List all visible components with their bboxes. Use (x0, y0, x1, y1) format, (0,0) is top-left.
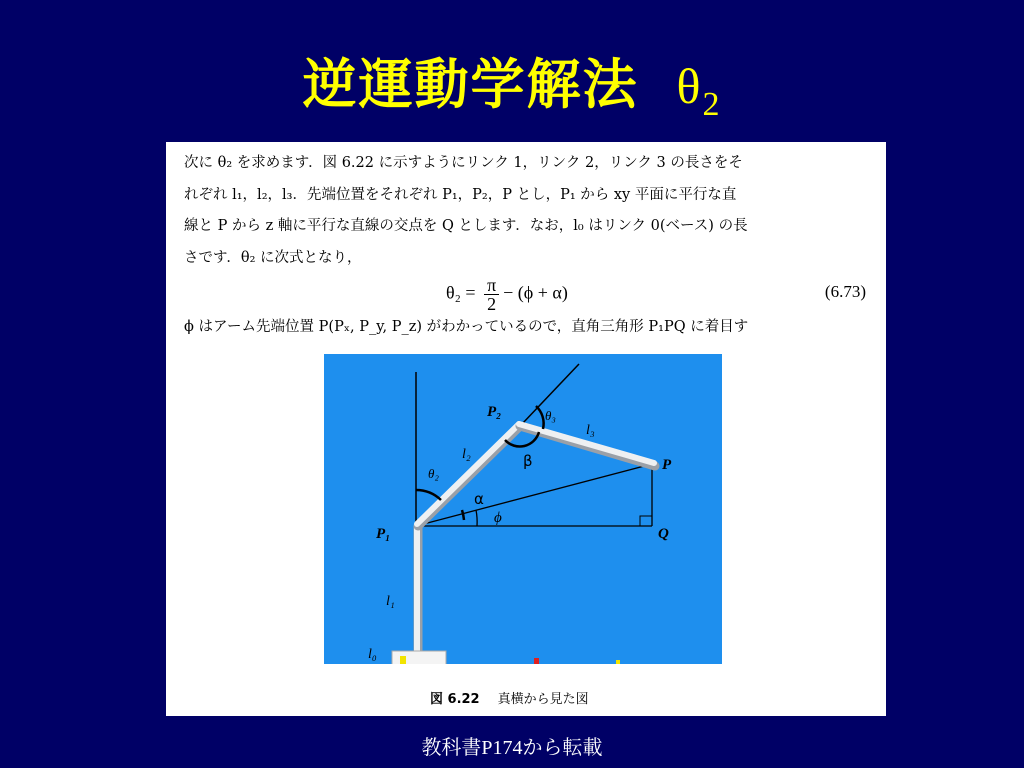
text-line-2: れぞれ l₁，l₂，l₃．先端位置をそれぞれ P₁，P₂，P とし，P₁ から xy 平面に平行な直 (184, 186, 737, 203)
equation-rhs: − (ϕ + α) (503, 282, 568, 303)
alpha-arc (462, 510, 464, 520)
robot-arm-diagram (324, 354, 722, 664)
floor-marker-red (534, 658, 539, 664)
equation-row (184, 274, 866, 312)
fraction-numerator: π (484, 276, 499, 295)
title-theta: $\theta_2$ (676, 58, 722, 123)
label-p2: P₂ (487, 404, 502, 420)
theta3-arc (536, 406, 544, 429)
label-theta3: θ₃ (545, 408, 556, 423)
label-q: Q (658, 526, 669, 542)
label-p1: P₁ (376, 526, 391, 542)
slide-title (0, 42, 1024, 124)
text-line-3: 線と P から z 軸に平行な直線の交点を Q とします．なお，l₀ はリンク 0(ベース) の長 (184, 218, 748, 234)
label-p: P (662, 457, 672, 473)
textbook-excerpt (166, 142, 886, 716)
label-l3: l₃ (586, 423, 595, 438)
equation (446, 276, 568, 313)
theta2-arc (416, 490, 441, 500)
equation-lhs: θ₂ = (446, 282, 481, 303)
label-theta2: θ₂ (428, 466, 439, 481)
caption-number: 図 6.22 (430, 692, 480, 707)
caption-text: 真横から見た図 (497, 692, 589, 707)
text-line-5: ϕ はアーム先端位置 P(Pₓ, P_y, P_z) がわかっているので，直角三角形 P₁PQ に着目す (184, 319, 749, 335)
label-alpha: α (474, 490, 484, 508)
label-l1: l₁ (386, 594, 395, 609)
label-phi: ϕ (494, 510, 502, 526)
floor-marker-yellow (616, 660, 620, 664)
source-note: 教科書P174から転載 (421, 737, 603, 759)
label-l2: l₂ (462, 447, 471, 462)
base-marker (400, 656, 406, 664)
phi-arc (476, 510, 477, 526)
robot-arm-figure (324, 354, 722, 664)
label-beta: β (523, 452, 533, 470)
label-l0: l₀ (368, 647, 377, 662)
text-line-1: 次に θ₂ を求めます．図 6.22 に示すようにリンク 1，リンク 2，リンク 3 の長さをそ (184, 155, 743, 171)
equation-fraction (484, 276, 499, 313)
right-angle-marker (640, 516, 652, 526)
figure-caption (430, 688, 589, 707)
fraction-denominator: 2 (487, 294, 497, 314)
equation-number: (6.73) (824, 282, 866, 301)
text-line-4: さです．θ₂ に次式となり， (184, 249, 362, 266)
textbook-body (184, 148, 866, 344)
title-text: 逆運動学解法 (302, 53, 639, 116)
